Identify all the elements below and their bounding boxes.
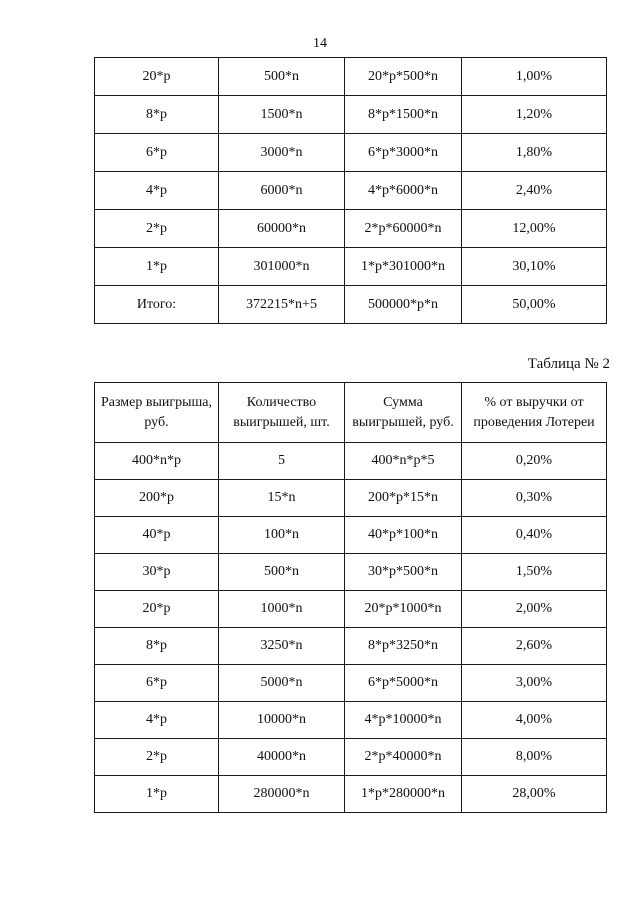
prize-sum-cell: 2*p*60000*n — [345, 210, 462, 248]
revenue-percent-cell: 1,80% — [462, 134, 607, 172]
prize-sum-cell: 40*p*100*n — [345, 517, 462, 554]
table-row — [95, 628, 607, 665]
prize-count-cell: 500*n — [219, 58, 345, 96]
prize-table-2 — [94, 382, 607, 813]
revenue-percent-cell: 28,00% — [462, 776, 607, 813]
table-row — [95, 96, 607, 134]
header-prize-count: Количество выигрышей, шт. — [219, 383, 345, 443]
prize-count-cell: 6000*n — [219, 172, 345, 210]
prize-table-2-header — [95, 383, 607, 443]
prize-count-cell: 5000*n — [219, 665, 345, 702]
table-row — [95, 776, 607, 813]
table-row — [95, 480, 607, 517]
revenue-percent-cell: 0,30% — [462, 480, 607, 517]
prize-amount-cell: 1*p — [95, 776, 219, 813]
table-2-caption: Таблица № 2 — [527, 356, 610, 372]
prize-count-cell: 10000*n — [219, 702, 345, 739]
prize-sum-cell: 1*p*280000*n — [345, 776, 462, 813]
prize-count-cell: 301000*n — [219, 248, 345, 286]
prize-sum-cell: 4*p*6000*n — [345, 172, 462, 210]
prize-count-cell: 372215*n+5 — [219, 286, 345, 324]
revenue-percent-cell: 3,00% — [462, 665, 607, 702]
prize-amount-cell: 20*p — [95, 58, 219, 96]
header-revenue-percent: % от выручки от проведения Лотереи — [462, 383, 607, 443]
table-row — [95, 517, 607, 554]
prize-amount-cell: 8*p — [95, 628, 219, 665]
prize-count-cell: 1000*n — [219, 591, 345, 628]
table-row — [95, 248, 607, 286]
prize-sum-cell: 500000*p*n — [345, 286, 462, 324]
prize-amount-cell: 2*p — [95, 739, 219, 776]
prize-count-cell: 3250*n — [219, 628, 345, 665]
prize-amount-cell: Итого: — [95, 286, 219, 324]
table-row — [95, 172, 607, 210]
revenue-percent-cell: 1,50% — [462, 554, 607, 591]
prize-sum-cell: 6*p*3000*n — [345, 134, 462, 172]
prize-sum-cell: 1*p*301000*n — [345, 248, 462, 286]
header-prize-amount: Размер выигрыша, руб. — [95, 383, 219, 443]
prize-sum-cell: 8*p*3250*n — [345, 628, 462, 665]
prize-amount-cell: 2*p — [95, 210, 219, 248]
prize-count-cell: 15*n — [219, 480, 345, 517]
prize-count-cell: 40000*n — [219, 739, 345, 776]
prize-amount-cell: 6*p — [95, 665, 219, 702]
table-row — [95, 665, 607, 702]
prize-table-continued — [94, 57, 607, 324]
table-row — [95, 134, 607, 172]
table-row — [95, 443, 607, 480]
revenue-percent-cell: 1,00% — [462, 58, 607, 96]
revenue-percent-cell: 2,00% — [462, 591, 607, 628]
prize-amount-cell: 40*p — [95, 517, 219, 554]
table-row — [95, 58, 607, 96]
page-number: 14 — [313, 36, 327, 51]
revenue-percent-cell: 30,10% — [462, 248, 607, 286]
table-row — [95, 591, 607, 628]
prize-amount-cell: 200*p — [95, 480, 219, 517]
revenue-percent-cell: 2,60% — [462, 628, 607, 665]
prize-sum-cell: 8*p*1500*n — [345, 96, 462, 134]
revenue-percent-cell: 2,40% — [462, 172, 607, 210]
table-row — [95, 702, 607, 739]
prize-amount-cell: 1*p — [95, 248, 219, 286]
prize-count-cell: 1500*n — [219, 96, 345, 134]
prize-count-cell: 500*n — [219, 554, 345, 591]
revenue-percent-cell: 4,00% — [462, 702, 607, 739]
table-row — [95, 739, 607, 776]
revenue-percent-cell: 1,20% — [462, 96, 607, 134]
prize-amount-cell: 4*p — [95, 702, 219, 739]
prize-amount-cell: 20*p — [95, 591, 219, 628]
prize-sum-cell: 30*p*500*n — [345, 554, 462, 591]
prize-sum-cell: 4*p*10000*n — [345, 702, 462, 739]
prize-sum-cell: 200*p*15*n — [345, 480, 462, 517]
header-prize-sum: Сумма выигрышей, руб. — [345, 383, 462, 443]
prize-count-cell: 60000*n — [219, 210, 345, 248]
header-row — [95, 383, 607, 443]
prize-table-continued-body — [95, 58, 607, 324]
prize-sum-cell: 20*p*1000*n — [345, 591, 462, 628]
prize-sum-cell: 2*p*40000*n — [345, 739, 462, 776]
revenue-percent-cell: 0,20% — [462, 443, 607, 480]
revenue-percent-cell: 50,00% — [462, 286, 607, 324]
prize-amount-cell: 4*p — [95, 172, 219, 210]
prize-amount-cell: 6*p — [95, 134, 219, 172]
prize-amount-cell: 30*p — [95, 554, 219, 591]
prize-sum-cell: 6*p*5000*n — [345, 665, 462, 702]
table-row — [95, 286, 607, 324]
prize-count-cell: 5 — [219, 443, 345, 480]
prize-table-2-body — [95, 443, 607, 813]
revenue-percent-cell: 0,40% — [462, 517, 607, 554]
prize-count-cell: 3000*n — [219, 134, 345, 172]
prize-sum-cell: 400*n*p*5 — [345, 443, 462, 480]
prize-amount-cell: 400*n*p — [95, 443, 219, 480]
prize-count-cell: 280000*n — [219, 776, 345, 813]
table-row — [95, 554, 607, 591]
prize-amount-cell: 8*p — [95, 96, 219, 134]
revenue-percent-cell: 12,00% — [462, 210, 607, 248]
revenue-percent-cell: 8,00% — [462, 739, 607, 776]
prize-sum-cell: 20*p*500*n — [345, 58, 462, 96]
table-row — [95, 210, 607, 248]
prize-count-cell: 100*n — [219, 517, 345, 554]
